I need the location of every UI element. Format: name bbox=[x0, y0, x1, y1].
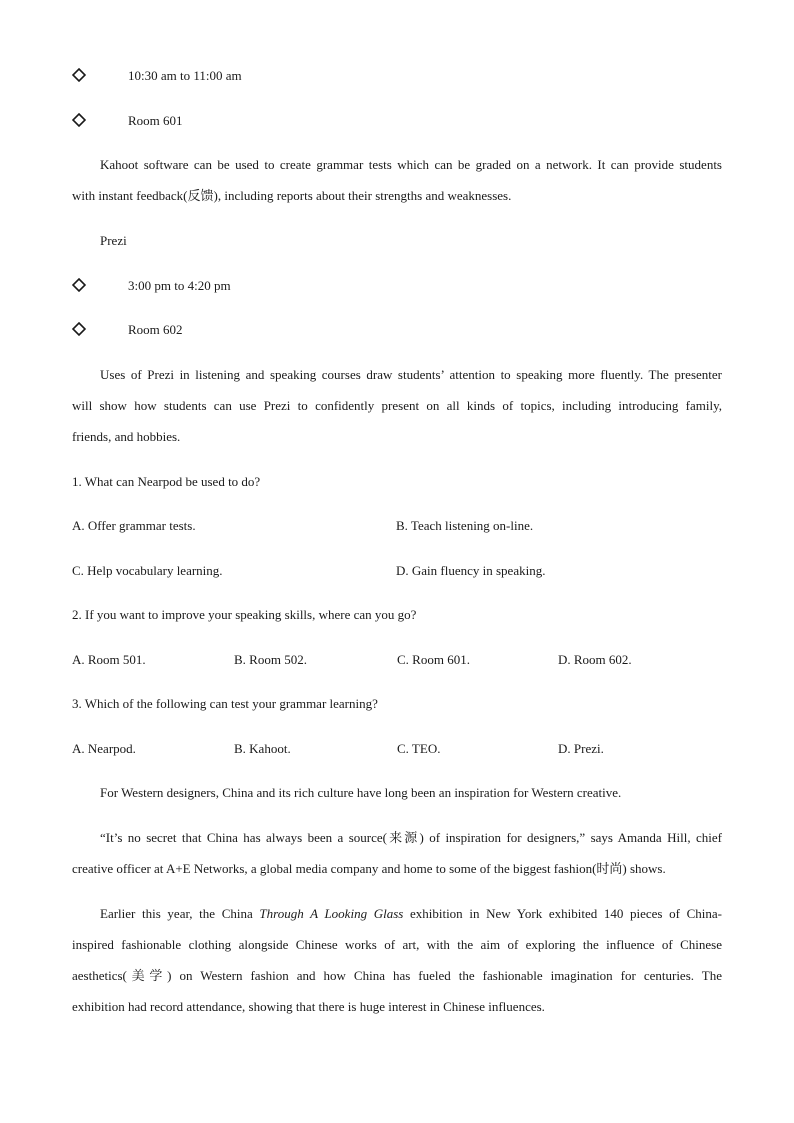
passage-paragraph-1: For Western designers, China and its rich culture have long been an inspiration for Western creative. bbox=[100, 785, 622, 800]
question-2-option-b: B. Room 502. bbox=[234, 652, 307, 667]
question-2-option-a: A. Room 501. bbox=[72, 652, 146, 667]
passage-paragraph-2 bbox=[72, 830, 722, 892]
prezi-paragraph bbox=[72, 367, 722, 460]
passage-p3-line-2: inspired fashionable clothing alongside Chinese works of art, with the aim of exploring the influence of Chinese bbox=[72, 937, 722, 952]
prezi-heading: Prezi bbox=[100, 233, 127, 248]
passage-p3-line-4: exhibition had record attendance, showing that there is huge interest in Chinese influences. bbox=[72, 999, 545, 1014]
schedule-room-nearpod: Room 601 bbox=[128, 113, 183, 128]
question-1-stem: 1. What can Nearpod be used to do? bbox=[72, 474, 261, 489]
question-3-option-c: C. TEO. bbox=[397, 741, 441, 756]
question-2-option-d: D. Room 602. bbox=[558, 652, 632, 667]
diamond-bullet-icon bbox=[72, 113, 86, 129]
question-1-option-a: A. Offer grammar tests. bbox=[72, 518, 196, 533]
passage-p3-line-1-start: Earlier this year, the China bbox=[100, 906, 260, 921]
question-3-stem: 3. Which of the following can test your grammar learning? bbox=[72, 696, 378, 711]
schedule-time-prezi: 3:00 pm to 4:20 pm bbox=[128, 278, 231, 293]
passage-p2-line-2: creative officer at A+E Networks, a global media company and home to some of the biggest fashion(时尚) shows. bbox=[72, 861, 666, 876]
prezi-line-2: will show how students can use Prezi to confidently present on all kinds of topics, including introducing family, bbox=[72, 398, 722, 413]
passage-p2-line-1: “It’s no secret that China has always been a source(来源) of inspiration for designers,” says Amanda Hill, chief bbox=[100, 830, 722, 845]
diamond-bullet-icon bbox=[72, 278, 86, 294]
exhibition-title: Through A Looking Glass bbox=[259, 906, 404, 921]
kahoot-line-1: Kahoot software can be used to create grammar tests which can be graded on a network. It can provide students bbox=[100, 157, 722, 172]
passage-paragraph-3 bbox=[72, 906, 722, 1030]
prezi-line-1: Uses of Prezi in listening and speaking courses draw students’ attention to speaking more fluently. The presenter bbox=[100, 367, 722, 382]
diamond-bullet-icon bbox=[72, 68, 86, 84]
question-3-option-d: D. Prezi. bbox=[558, 741, 604, 756]
prezi-line-3: friends, and hobbies. bbox=[72, 429, 181, 444]
kahoot-line-2: with instant feedback(反馈), including reports about their strengths and weaknesses. bbox=[72, 188, 512, 203]
kahoot-paragraph bbox=[72, 157, 722, 219]
schedule-time-nearpod: 10:30 am to 11:00 am bbox=[128, 68, 242, 83]
question-1-option-b: B. Teach listening on-line. bbox=[396, 518, 534, 533]
question-2-stem: 2. If you want to improve your speaking skills, where can you go? bbox=[72, 607, 417, 622]
question-3-option-b: B. Kahoot. bbox=[234, 741, 291, 756]
diamond-bullet-icon bbox=[72, 322, 86, 338]
passage-p3-line-3: aesthetics(美学) on Western fashion and how China has fueled the fashionable imagination for centuries. The bbox=[72, 968, 722, 983]
passage-p3-line-1-end: exhibition in New York exhibited 140 pieces of China- bbox=[403, 906, 722, 921]
question-1-option-c: C. Help vocabulary learning. bbox=[72, 563, 223, 578]
question-2-option-c: C. Room 601. bbox=[397, 652, 470, 667]
schedule-room-prezi: Room 602 bbox=[128, 322, 183, 337]
question-1-option-d: D. Gain fluency in speaking. bbox=[396, 563, 546, 578]
question-3-option-a: A. Nearpod. bbox=[72, 741, 136, 756]
passage-p3-line-1 bbox=[72, 906, 722, 937]
